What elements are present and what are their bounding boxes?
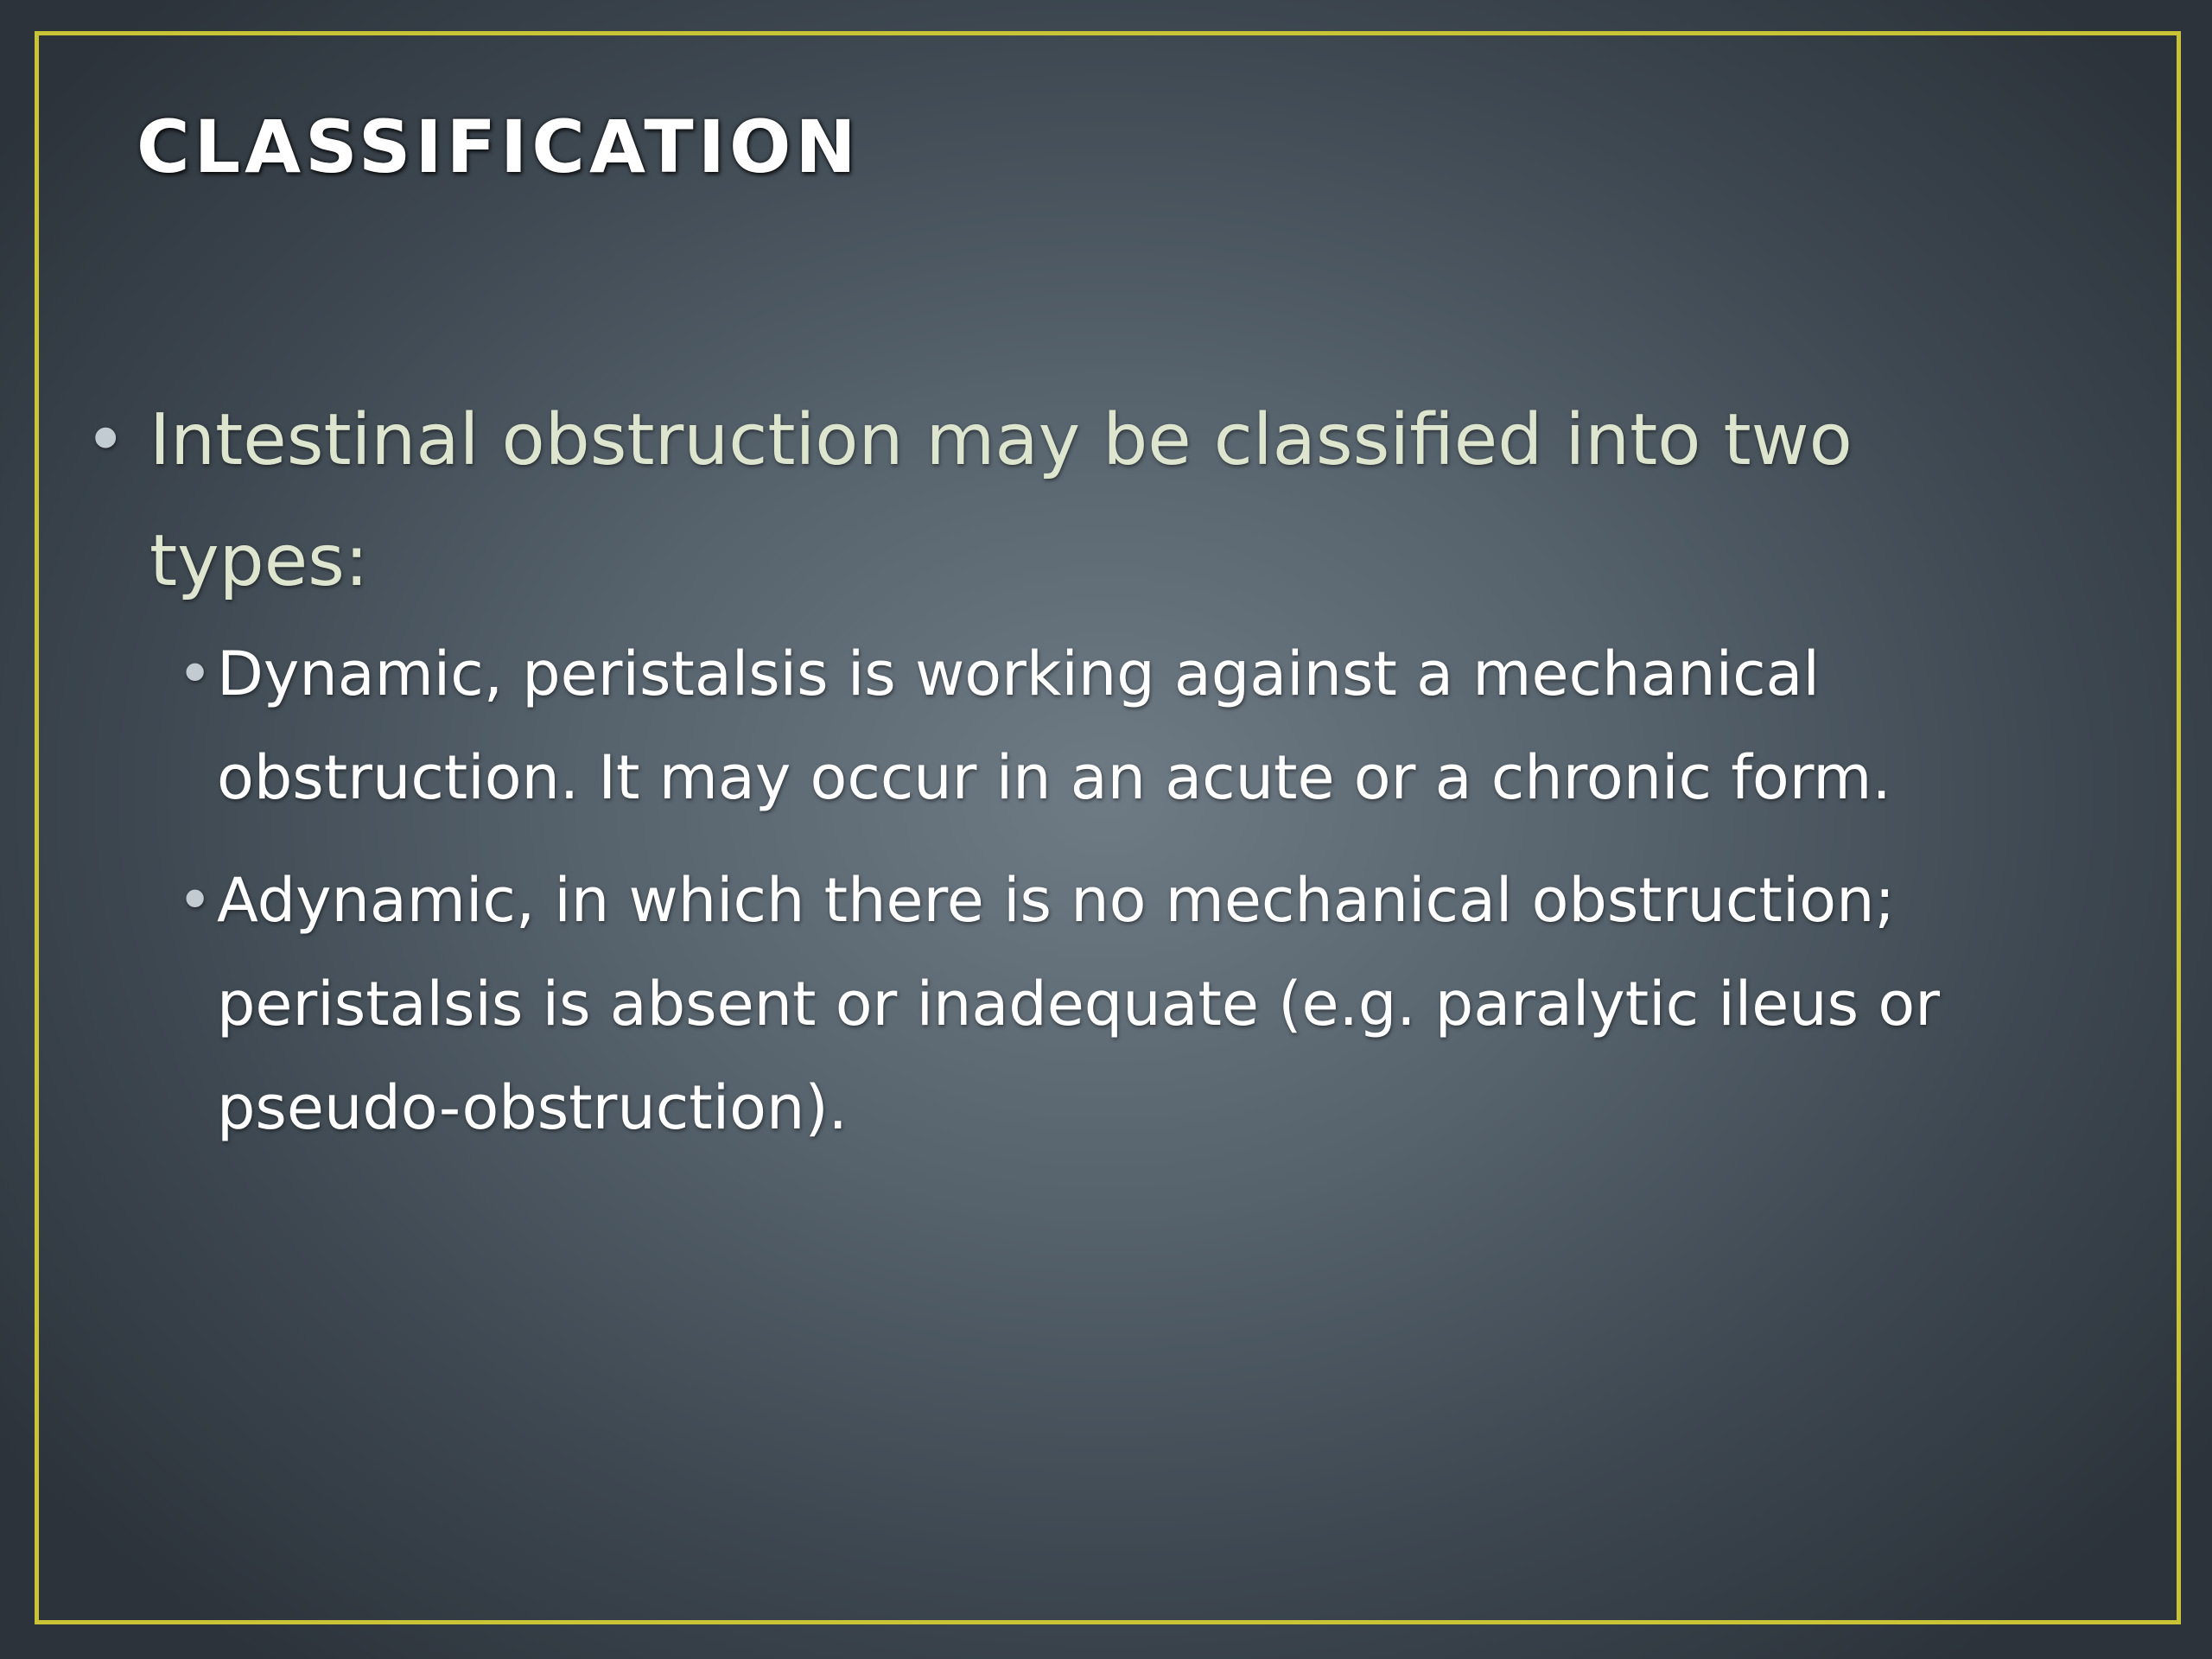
- bullet-dot-icon: •: [177, 639, 213, 709]
- bullet-item-level1: [82, 380, 2087, 622]
- bullet-dot-icon: •: [85, 399, 127, 481]
- slide-title: CLASSIFICATION: [137, 105, 861, 189]
- bullet-text-level1: Intestinal obstruction may be classified into two types:: [149, 399, 1853, 602]
- sub-bullet-text-adynamic: Adynamic, in which there is no mechanical obstruction; peristalsis is absent or inadequate (e.g. paralytic ileus or pseudo-obstruction).: [217, 865, 1940, 1143]
- sub-bullet-text-dynamic: Dynamic, peristalsis is working against a mechanical obstruction. It may occur in an acute or a chronic form.: [217, 639, 1891, 813]
- bullet-dot-icon: •: [177, 865, 213, 936]
- sub-bullet-item-adynamic: [177, 849, 2087, 1160]
- sub-bullet-item-dynamic: [177, 622, 2087, 830]
- slide-body: [82, 380, 2087, 1160]
